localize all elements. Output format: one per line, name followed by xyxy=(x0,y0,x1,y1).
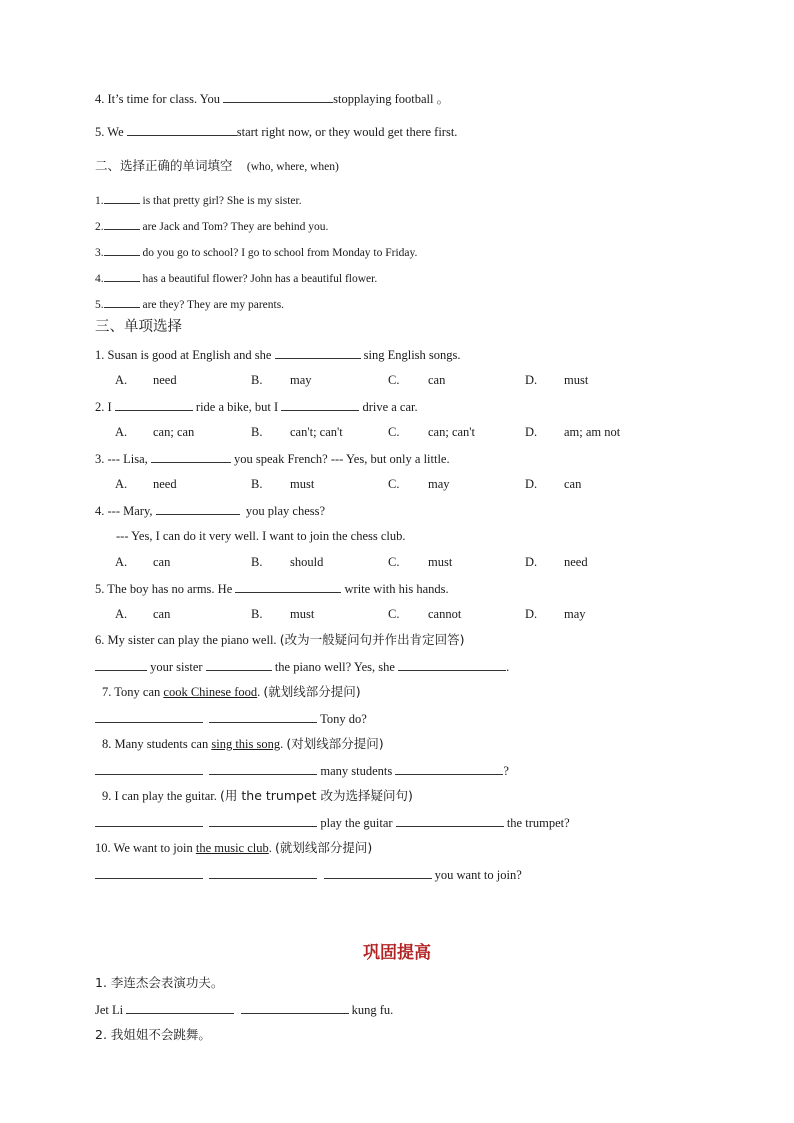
rewrite-answer-6: your sister the piano well? Yes, she . xyxy=(95,658,509,675)
rewrite-question-10: 10. We want to join the music club. (就划线部分提问) xyxy=(95,840,373,855)
answer-blank[interactable] xyxy=(209,814,317,827)
answer-blank[interactable] xyxy=(241,1001,349,1014)
answer-blank[interactable] xyxy=(281,398,359,411)
translate-answer-1: Jet Li kung fu. xyxy=(95,1003,394,1017)
rewrite-question-6: 6. My sister can play the piano well. (改为一般疑问句并作出肯定回答) xyxy=(95,632,465,647)
answer-blank[interactable] xyxy=(398,658,506,671)
question-4: 4. It’s time for class. You stopplaying football 。 xyxy=(95,92,450,106)
fill-item-4: 4. has a beautiful flower? John has a beautiful flower. xyxy=(95,269,377,287)
question-5: 5. We start right now, or they would get there first. xyxy=(95,125,458,139)
mc-question-1: 1. Susan is good at English and she sing English songs. xyxy=(95,348,461,362)
answer-blank[interactable] xyxy=(206,658,272,671)
answer-blank[interactable] xyxy=(156,502,240,515)
rewrite-answer-8: many students ? xyxy=(95,762,509,779)
answer-blank[interactable] xyxy=(275,346,361,359)
rewrite-question-7: 7. Tony can cook Chinese food. (就划线部分提问) xyxy=(102,684,361,699)
rewrite-question-8: 8. Many students can sing this song. (对划线部分提问) xyxy=(102,736,384,751)
answer-blank[interactable] xyxy=(104,217,140,230)
section-2-heading: 二、选择正确的单词填空 (who, where, when) xyxy=(95,158,339,173)
answer-blank[interactable] xyxy=(95,814,203,827)
fill-item-3: 3. do you go to school? I go to school from Monday to Friday. xyxy=(95,243,417,261)
mc-question-4: 4. --- Mary, you play chess? xyxy=(95,504,326,518)
answer-blank[interactable] xyxy=(95,658,147,671)
fill-item-2: 2. are Jack and Tom? They are behind you. xyxy=(95,217,328,235)
answer-blank[interactable] xyxy=(104,269,140,282)
mc-question-4-reply: --- Yes, I can do it very well. I want to join the chess club. xyxy=(116,529,406,543)
rewrite-question-9: 9. I can play the guitar. (用 the trumpet 改为选择疑问句) xyxy=(102,788,413,803)
translate-question-2: 2. 我姐姐不会跳舞。 xyxy=(95,1027,211,1042)
answer-blank[interactable] xyxy=(95,710,203,723)
answer-blank[interactable] xyxy=(104,295,140,308)
answer-blank[interactable] xyxy=(95,762,203,775)
answer-blank[interactable] xyxy=(127,123,237,136)
rewrite-answer-10: you want to join? xyxy=(95,866,522,883)
mc-question-5: 5. The boy has no arms. He write with his hands. xyxy=(95,582,449,596)
answer-blank[interactable] xyxy=(396,814,504,827)
rewrite-answer-9: play the guitar the trumpet? xyxy=(95,814,570,831)
answer-blank[interactable] xyxy=(235,580,341,593)
answer-blank[interactable] xyxy=(115,398,193,411)
answer-blank[interactable] xyxy=(151,450,231,463)
section-3-heading: 三、单项选择 xyxy=(95,319,182,335)
answer-blank[interactable] xyxy=(209,866,317,879)
answer-blank[interactable] xyxy=(395,762,503,775)
answer-blank[interactable] xyxy=(95,866,203,879)
answer-blank[interactable] xyxy=(104,191,140,204)
mc-question-3: 3. --- Lisa, you speak French? --- Yes, but only a little. xyxy=(95,452,450,466)
answer-blank[interactable] xyxy=(223,90,333,103)
translate-question-1: 1. 李连杰会表演功夫。 xyxy=(95,975,224,990)
consolidate-title: 巩固提高 xyxy=(363,943,431,963)
answer-blank[interactable] xyxy=(126,1001,234,1014)
mc-question-2: 2. I ride a bike, but I drive a car. xyxy=(95,400,418,414)
fill-item-1: 1. is that pretty girl? She is my sister. xyxy=(95,191,302,209)
answer-blank[interactable] xyxy=(209,762,317,775)
answer-blank[interactable] xyxy=(104,243,140,256)
answer-blank[interactable] xyxy=(209,710,317,723)
rewrite-answer-7: Tony do? xyxy=(95,710,367,727)
answer-blank[interactable] xyxy=(324,866,432,879)
fill-item-5: 5. are they? They are my parents. xyxy=(95,295,284,313)
